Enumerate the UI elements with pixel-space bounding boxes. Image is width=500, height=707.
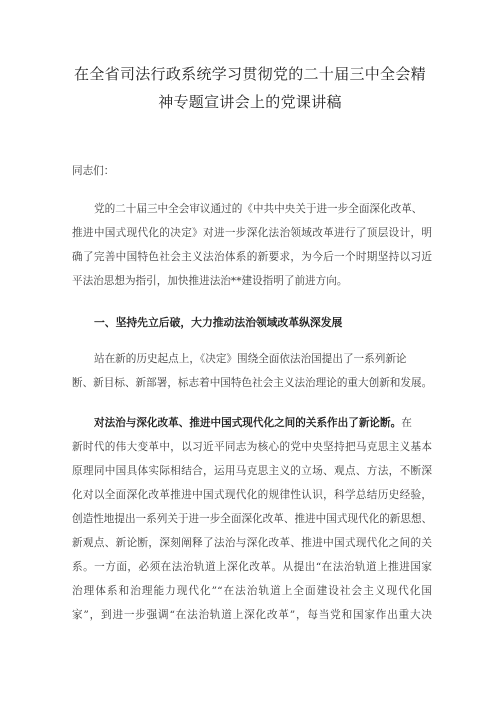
intro-line-1: 党的二十届三中全会审议通过的《中共中央关于进一步全面深化改革、 (94, 203, 423, 215)
para3-line-8: 家”，到进一步强调“在法治轨道上深化改革”，每当党和国家作出重大决 (72, 609, 432, 621)
salutation: 同志们： (72, 165, 115, 177)
intro-line-2: 推进中国式现代化的决定》对进一步深化法治领域改革进行了顶层设计，明 (72, 227, 432, 239)
para2-line-1: 站在新的历史起点上，《决定》围绕全面依法治国提出了一系列新论 (94, 353, 407, 365)
document-title-line-2: 神专题宣讲会上的党课讲稿 (158, 93, 342, 111)
para3-line-7: 治理体系和治理能力现代化”“在法治轨道上全面建设社会主义现代化国 (72, 585, 432, 597)
para3-line-6: 系。一方面，必须在法治轨道上深化改革。从提出“在法治轨道上推进国家 (72, 561, 432, 573)
para3-lead-rest: 在 (401, 417, 412, 429)
para3-line-4: 创造性地提出一系列关于进一步全面深化改革、推进中国式现代化的新思想、 (72, 513, 433, 525)
document-title-line-1: 在全省司法行政系统学习贯彻党的二十届三中全会精 (74, 65, 426, 83)
para3-line-3: 化对以全面深化改革推进中国式现代化的规律性认识，科学总结历史经验， (72, 489, 432, 501)
section-1-heading: 一、坚持先立后破，大力推动法治领域改革纵深发展 (94, 316, 343, 329)
intro-line-4: 平法治思想为指引，加快推进法治**建设指明了前进方向。 (72, 275, 348, 287)
para3-lead-line (94, 417, 432, 429)
intro-line-3: 确了完善中国特色社会主义法治体系的新要求，为今后一个时期坚持以习近 (72, 251, 432, 263)
para3-line-1: 新时代的伟大变革中，以习近平同志为核心的党中央坚持把马克思主义基本 (72, 441, 432, 453)
para2-line-2: 断、新目标、新部署，标志着中国特色社会主义法治理论的重大创新和发展。 (72, 377, 433, 389)
para3-lead-bold: 对法治与深化改革、推进中国式现代化之间的关系作出了新论断。 (94, 417, 402, 429)
para3-line-2: 原理同中国具体实际相结合，运用马克思主义的立场、观点、方法，不断深 (72, 465, 432, 477)
para3-line-5: 新观点、新论断，深刻阐释了法治与深化改革、推进中国式现代化之间的关 (72, 537, 432, 549)
